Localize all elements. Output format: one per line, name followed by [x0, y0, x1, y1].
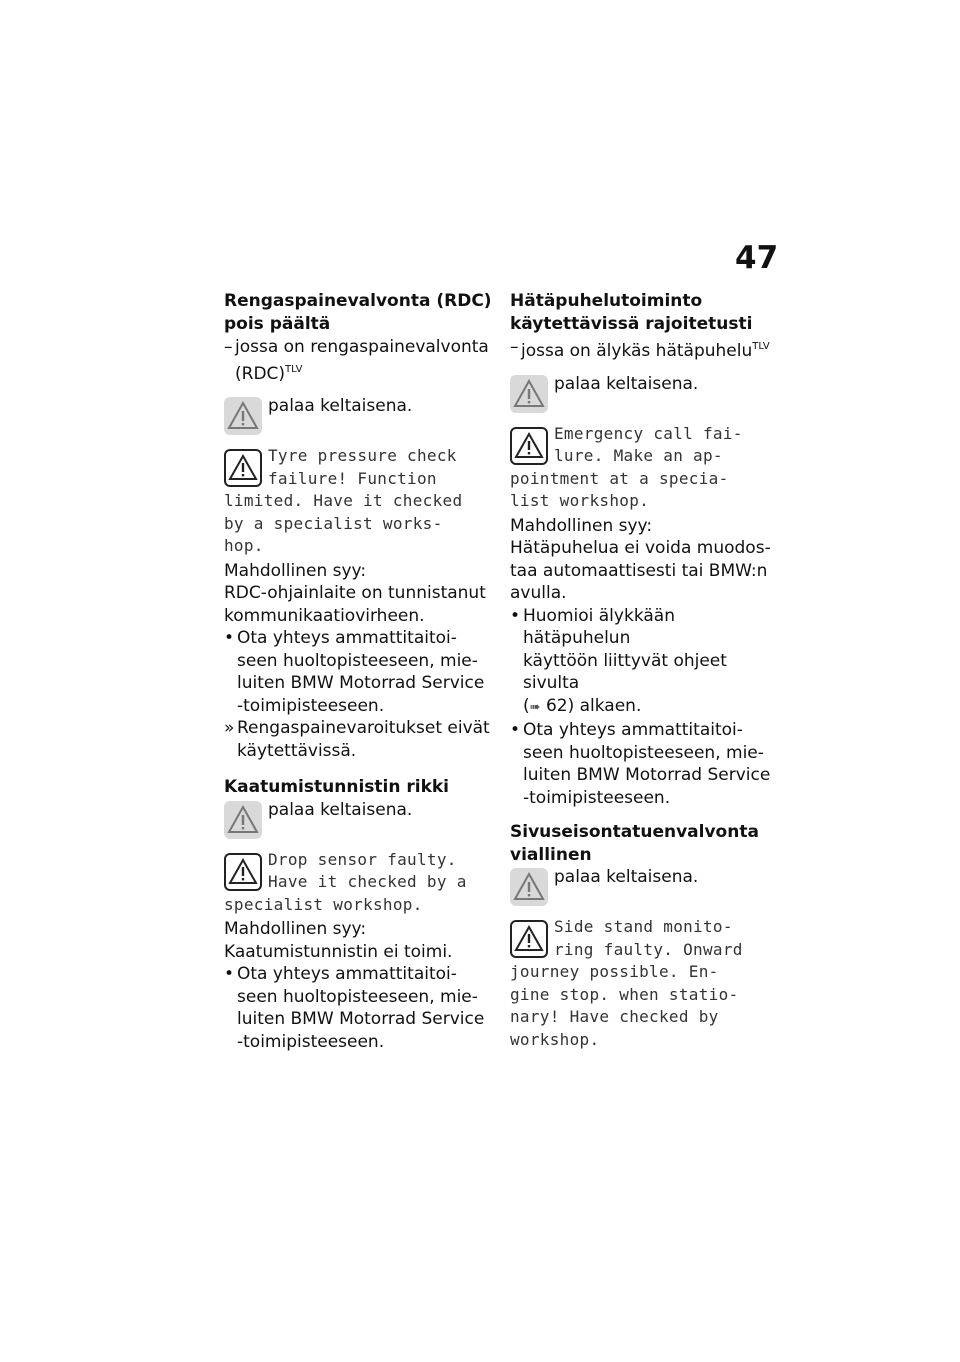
right-column [510, 290, 782, 1051]
cause-text: RDC-ohjainlaite on tunnistanut [224, 583, 486, 603]
result-item [224, 717, 496, 762]
bullet-marker: • [224, 628, 235, 648]
cause-text: Hätäpuhelua ei voida muodos- [510, 538, 771, 558]
display-line: Side stand monito- [554, 917, 733, 936]
display-line: hop. [224, 536, 264, 555]
page-reference-arrow-icon[interactable]: ➠ [529, 699, 541, 715]
superscript-tlv: TLV [285, 363, 303, 375]
display-message [224, 849, 496, 917]
bullet-line: luiten BMW Motorrad Service [237, 673, 485, 693]
lamp-status-text: palaa keltaisena. [268, 799, 413, 820]
condition-item [224, 336, 496, 385]
cause-text: avulla. [510, 583, 567, 603]
page-reference-link[interactable]: 62) alkaen. [545, 695, 642, 716]
heading-line: viallinen [510, 844, 592, 865]
display-line: journey possible. En- [510, 962, 719, 981]
dash-marker: – [224, 337, 233, 357]
display-message [224, 445, 496, 558]
warning-lamp-icon [510, 375, 548, 413]
display-message [510, 916, 782, 1051]
condition-text: jossa on älykäs hätäpuhelu [521, 341, 753, 361]
dash-marker: – [510, 337, 519, 357]
display-line: Emergency call fai- [554, 423, 743, 443]
display-line: by a specialist works- [224, 513, 443, 533]
condition-text: jossa on rengaspainevalvonta [235, 337, 489, 357]
result-line: Rengaspainevaroitukset eivät [237, 718, 490, 738]
action-bullet [510, 605, 782, 720]
paren-open: ( [523, 695, 530, 716]
display-line: list workshop. [510, 491, 650, 510]
lamp-row [224, 397, 496, 435]
bullet-line: Huomioi älykkään hätäpuhelun [523, 605, 675, 648]
display-line: pointment at a specia- [510, 468, 729, 488]
warning-lamp-icon [510, 868, 548, 906]
warning-triangle-icon [224, 449, 262, 487]
bullet-marker: • [224, 964, 235, 984]
bullet-line: Ota yhteys ammattitaitoi- [237, 964, 457, 984]
lamp-status-text: palaa keltaisena. [554, 867, 699, 887]
display-line: workshop. [510, 1029, 600, 1049]
bullet-line: seen huoltopisteeseen, mie- [523, 742, 764, 763]
bullet-line: käyttöön liittyvät ohjeet sivulta [523, 650, 727, 693]
section-heading-emergency-call [510, 290, 782, 335]
bullet-line: -toimipisteeseen. [237, 1031, 385, 1052]
heading-line: pois päältä [224, 313, 331, 334]
cause-text: kommunikaatiovirheen. [224, 605, 425, 626]
display-line: nary! Have checked by [510, 1007, 719, 1026]
lamp-row [224, 801, 496, 839]
display-line: failure! Function [268, 468, 437, 488]
result-line: käytettävissä. [237, 740, 357, 761]
display-line: Drop sensor faulty. [268, 849, 457, 869]
action-bullet [510, 719, 782, 809]
bullet-marker: • [510, 720, 521, 740]
bullet-line: Ota yhteys ammattitaitoi- [237, 628, 457, 648]
heading-line: käytettävissä rajoitetusti [510, 313, 753, 334]
bullet-line: Ota yhteys ammattitaitoi- [523, 720, 743, 740]
bullet-line: luiten BMW Motorrad Service [523, 765, 771, 785]
condition-item [510, 336, 782, 363]
section-heading-drop-sensor [224, 776, 496, 799]
display-line: lure. Make an ap- [554, 446, 723, 465]
display-line: limited. Have it checked [224, 491, 463, 510]
section-heading-rdc-off [224, 290, 496, 335]
superscript-tlv: TLV [752, 341, 770, 352]
display-message [510, 423, 782, 513]
bullet-line: seen huoltopisteeseen, mie- [237, 650, 478, 671]
left-column [224, 290, 496, 1053]
action-bullet [224, 627, 496, 717]
cause-label: Mahdollinen syy: [224, 560, 367, 581]
lamp-status-text: palaa keltaisena. [268, 396, 413, 416]
cause-text: taa automaattisesti tai BMW:n [510, 560, 768, 581]
heading-line: Sivuseisontatuenvalvonta [510, 822, 759, 842]
bullet-line: seen huoltopisteeseen, mie- [237, 986, 478, 1007]
lamp-status-text: palaa keltaisena. [554, 373, 699, 394]
display-line: specialist workshop. [224, 894, 423, 914]
display-line: Tyre pressure check [268, 446, 457, 465]
cause-text: Kaatumistunnistin ei toimi. [224, 941, 453, 962]
warning-triangle-icon [510, 920, 548, 958]
bullet-line [523, 695, 782, 720]
heading-line: Rengaspainevalvonta (RDC) [224, 291, 492, 311]
display-line: Have it checked by a [268, 872, 467, 891]
heading-line: Kaatumistunnistin rikki [224, 777, 450, 797]
warning-lamp-icon [224, 397, 262, 435]
display-line: ring faulty. Onward [554, 939, 743, 959]
result-marker: » [224, 718, 235, 738]
lamp-row [510, 868, 782, 906]
warning-triangle-icon [224, 853, 262, 891]
bullet-line: luiten BMW Motorrad Service [237, 1009, 485, 1029]
bullet-line: -toimipisteeseen. [523, 787, 671, 808]
display-line: gine stop. when statio- [510, 984, 739, 1004]
action-bullet [224, 963, 496, 1053]
warning-lamp-icon [224, 801, 262, 839]
heading-line: Hätäpuhelutoiminto [510, 291, 703, 311]
section-heading-side-stand [510, 821, 782, 866]
cause-label: Mahdollinen syy: [510, 515, 653, 536]
warning-triangle-icon [510, 427, 548, 465]
bullet-marker: • [510, 605, 521, 626]
page-number: 47 [735, 240, 779, 276]
condition-text: (RDC) [235, 363, 286, 384]
bullet-line: -toimipisteeseen. [237, 695, 385, 716]
lamp-row [510, 375, 782, 413]
cause-label: Mahdollinen syy: [224, 919, 367, 939]
